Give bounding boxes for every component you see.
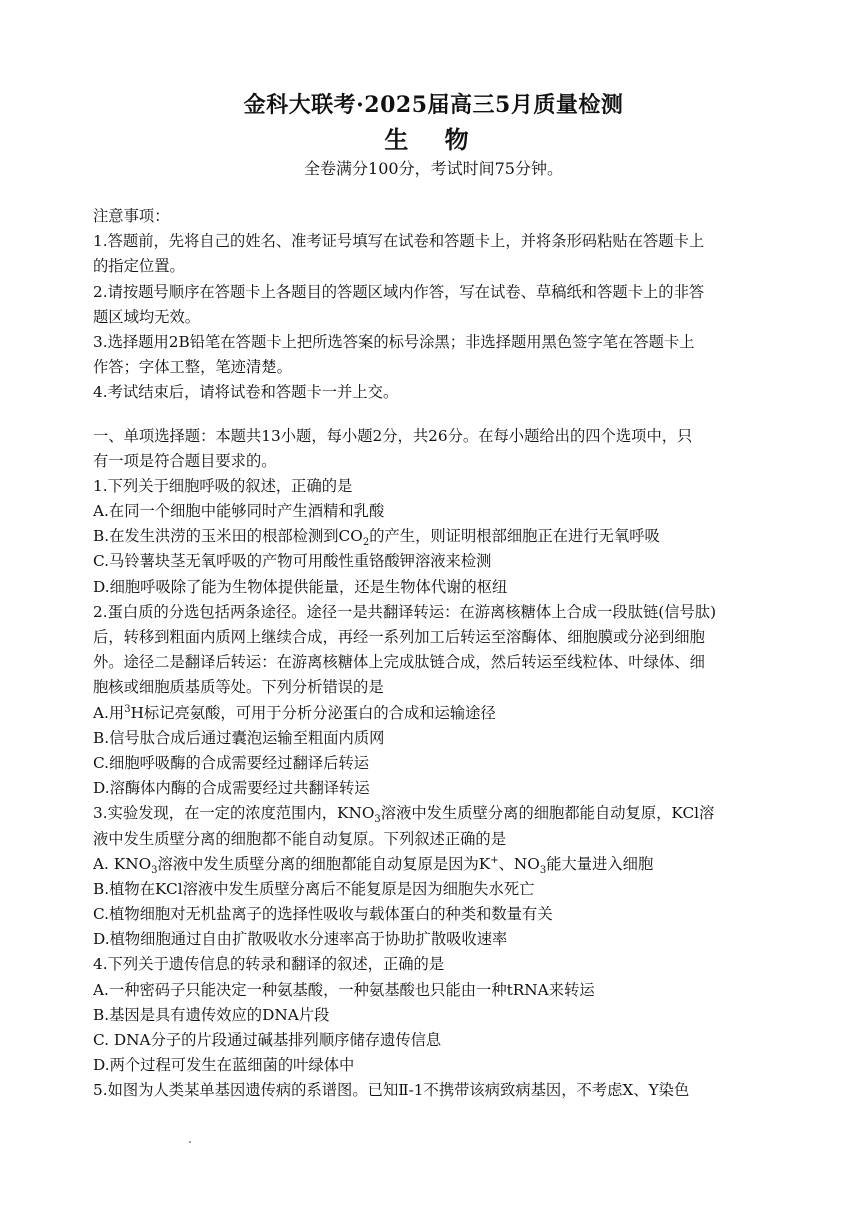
question-4-option-c: C. DNA分子的片段通过碱基排列顺序储存遗传信息 xyxy=(93,1031,442,1049)
notice-line: 2.请按题号顺序在答题卡上各题目的答题区域内作答，写在试卷、草稿纸和答题卡上的非答 xyxy=(93,282,705,301)
question-4-option-d: D.两个过程可发生在蓝细菌的叶绿体中 xyxy=(93,1056,355,1075)
question-1-option-d: D.细胞呼吸除了能为生物体提供能量，还是生物体代谢的枢纽 xyxy=(93,577,508,596)
question-3-stem: 液中发生质壁分离的细胞都不能自动复原。下列叙述正确的是 xyxy=(93,829,507,848)
section-heading: 有一项是符合题目要求的。 xyxy=(93,451,277,470)
question-1-option-b: B.在发生洪涝的玉米田的根部检测到$CO_2$的产生，则证明根部细胞正在进行无氧呼吸 xyxy=(93,527,660,549)
notice-line: 的指定位置。 xyxy=(93,257,185,276)
question-1-option-a: A.在同一个细胞中能够同时产生酒精和乳酸 xyxy=(93,502,385,521)
question-3-option-a: A. $KNO_3$溶液中发生质壁分离的细胞都能自动复原是因为K+、$NO_3$能大量进入细胞 xyxy=(93,854,654,876)
notice-line: 4.考试结束后，请将试卷和答题卡一并上交。 xyxy=(93,383,399,402)
question-2-option-c: C.细胞呼吸酶的合成需要经过翻译后转运 xyxy=(93,753,370,772)
question-2-option-d: D.溶酶体内酶的合成需要经过共翻译转运 xyxy=(93,779,370,798)
scan-dot xyxy=(189,1141,191,1143)
question-5-stem: 5.如图为人类某单基因遗传病的系谱图。已知Ⅱ-1不携带该病致病基因，不考虑X、Y染色 xyxy=(93,1081,690,1100)
question-2-option-a: A.用$^3$H标记亮氨酸，可用于分析分泌蛋白的合成和运输途径 xyxy=(93,703,496,722)
notice-line: 作答；字体工整，笔迹清楚。 xyxy=(93,358,292,377)
question-2-stem: 后，转移到粗面内质网上继续合成，再经一系列加工后转运至溶酶体、细胞膜或分泌到细胞 xyxy=(93,628,705,646)
subject-title: 生 物 xyxy=(384,125,483,154)
notice-line: 3.选择题用2B铅笔在答题卡上把所选答案的标号涂黑；非选择题用黑色签字笔在答题卡上 xyxy=(93,332,695,351)
question-3-option-b: B.植物在KCl溶液中发生质壁分离后不能复原是因为细胞失水死亡 xyxy=(93,879,535,898)
question-2-stem: 2.蛋白质的分选包括两条途径。途径一是共翻译转运：在游离核糖体上合成一段肽链(信号肽) xyxy=(93,602,717,621)
section-heading: 一、单项选择题：本题共13小题，每小题2分，共26分。在每小题给出的四个选项中，只 xyxy=(93,426,693,445)
question-4-option-a: A.一种密码子只能决定一种氨基酸，一种氨基酸也只能由一种tRNA来转运 xyxy=(93,980,595,999)
question-1-stem: 1.下列关于细胞呼吸的叙述，正确的是 xyxy=(93,476,353,495)
question-3-option-c: C.植物细胞对无机盐离子的选择性吸收与载体蛋白的种类和数量有关 xyxy=(93,905,553,924)
question-3-option-d: D.植物细胞通过自由扩散吸收水分速率高于协助扩散吸收速率 xyxy=(93,930,508,949)
question-1-option-c: C.马铃薯块茎无氧呼吸的产物可用酸性重铬酸钾溶液来检测 xyxy=(93,552,492,571)
notice-heading: 注意事项： xyxy=(93,207,170,225)
question-2-option-b: B.信号肽合成后通过囊泡运输至粗面内质网 xyxy=(93,728,385,747)
exam-title: 金科大联考·2025届高三5月质量检测 xyxy=(243,92,624,118)
notice-line: 题区域均无效。 xyxy=(93,307,201,326)
question-2-stem: 外。途径二是翻译后转运：在游离核糖体上完成肽链合成，然后转运至线粒体、叶绿体、细 xyxy=(93,653,705,672)
question-3-stem: 3.实验发现，在一定的浓度范围内，$KNO_3$溶液中发生质壁分离的细胞都能自动复原，KCl溶 xyxy=(93,804,715,826)
question-4-stem: 4.下列关于遗传信息的转录和翻译的叙述，正确的是 xyxy=(93,955,445,974)
exam-body xyxy=(93,204,783,1104)
spacer xyxy=(93,406,783,424)
notice-line: 1.答题前，先将自己的姓名、准考证号填写在试卷和答题卡上，并将条形码粘贴在答题卡上 xyxy=(93,232,705,251)
question-2-stem: 胞核或细胞质基质等处。下列分析错误的是 xyxy=(93,678,384,697)
score-info: 全卷满分100分，考试时间75分钟。 xyxy=(304,159,563,178)
question-4-option-b: B.基因是具有遗传效应的DNA片段 xyxy=(93,1005,330,1024)
